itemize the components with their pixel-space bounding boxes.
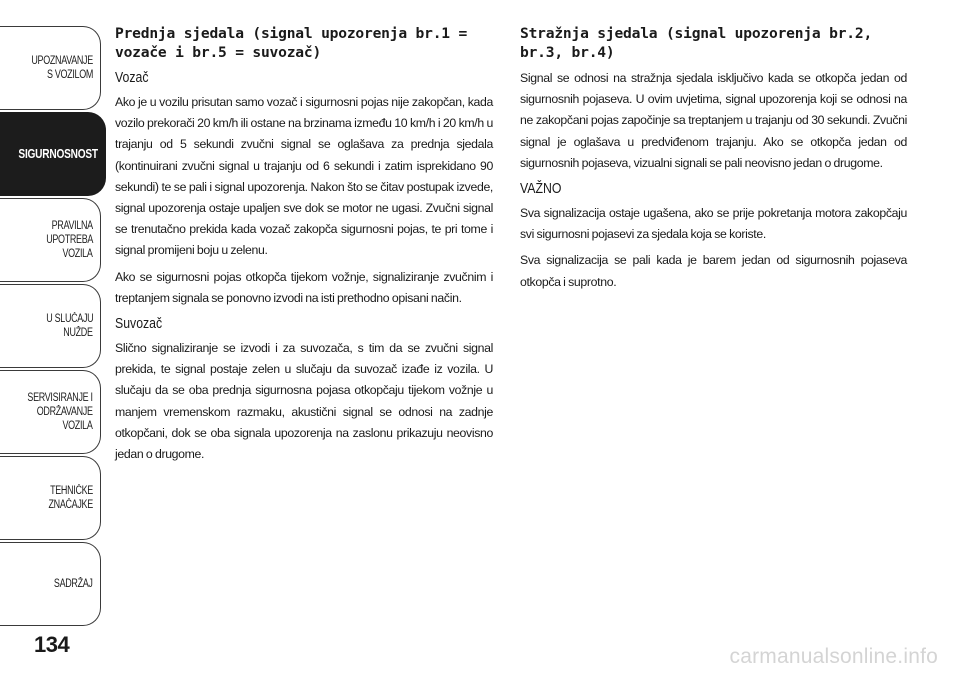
driver-subheading: Vozač	[115, 69, 149, 86]
important-subheading: VAŽNO	[520, 180, 562, 198]
tab-label-line: VOZILA	[62, 420, 93, 432]
passenger-paragraph: Slično signaliziranje se izvodi i za suvozača, s tim da se zvučni signal prekida, te signal postaje zelen u slučaju da suvozač izađe iz vozila. U slučaju da se oba prednja sigurnosna pojasa otkopčaju tijekom vožnje u manjem vremenskom razmaku, akustični signal se odnosi na zadnje otkopčani, dok se oba signala upozorenja na zaslonu prikazuju neovisno jedan o drugome.	[115, 341, 493, 462]
tab-label-line: PRAVILNA	[51, 220, 93, 232]
section-heading: Prednja sjedala (signal upozorenja br.1 = vozače i br.5 = suvozač)	[115, 25, 468, 61]
section-heading: Stražnja sjedala (signal upozorenja br.2, br.3, br.4)	[520, 25, 873, 61]
rear-paragraph-1: Signal se odnosi na stražnja sjedala isključivo kada se otkopča jedan od sigurnosnih pojaseva. U ovim uvjetima, signal upozorenja koji se odnosi na ne zakopčani pojas započinje sa treptanjem u trajanju od 30 sekundi. Zvučni signal je oglašava u predviđenom trajanju. Ako se otkopča jedan od sigurnosnih pojaseva, vizualni signali se pali neovisno jedan o drugome.	[520, 71, 907, 170]
watermark-text: carmanualsonline.info	[729, 645, 938, 668]
tab-upoznavanje-s-vozilom[interactable]	[0, 26, 101, 110]
rear-paragraph-3: Sva signalizacija se pali kada je barem jedan od sigurnosnih pojaseva otkopča i suprotno.	[520, 253, 907, 289]
tab-pravilna-upotreba-vozila[interactable]	[0, 198, 101, 282]
tab-tehnicke-znacajke[interactable]	[0, 456, 101, 540]
tab-label-line: S VOZILOM	[46, 69, 93, 81]
rear-seats-section	[520, 24, 907, 298]
tab-sigurnosnost[interactable]	[0, 112, 106, 196]
tab-servisiranje-i-odrzavanje-vozila[interactable]	[0, 370, 101, 454]
tab-sadrzaj[interactable]	[0, 542, 101, 626]
tab-label-line: UPOZNAVANJE	[31, 55, 93, 67]
tab-label-line: SIGURNOSNOST	[18, 146, 98, 161]
tab-label-line: ODRŽAVANJE	[37, 406, 93, 418]
page-number: 134	[34, 632, 70, 657]
front-seats-section	[115, 24, 493, 470]
rear-paragraph-2: Sva signalizacija ostaje ugašena, ako se prije pokretanja motora zakopčaju svi sigurnosni pojasevi za sjedala koja se koriste.	[520, 206, 907, 242]
passenger-subheading: Suvozač	[115, 315, 163, 333]
tab-label-line: NUŽDE	[63, 327, 93, 339]
driver-paragraph-1: Ako je u vozilu prisutan samo vozač i sigurnosni pojas nije zakopčan, kada vozilo prekorači 20 km/h ili ostane na brzinama između 10 km/h i 20 km/h u trajanju od 5 sekundi zvučni signal se oglašava za prednja sjedala (kontinuirani zvučni signal u trajanju od 6 sekundi i zatim isprekidano 90 sekundi) te se pali i signal upozorenja. Nakon što se čitav postupak izvede, signal upozorenja ostaje upaljen sve dok se motor ne ugasi. Zvučni signal se trenutačno prekida kada vozač zakopča sigurnosni pojas, te pri tome i signal promijeni boju u zelenu.	[115, 95, 493, 258]
tab-label-line: SERVISIRANJE I	[27, 392, 93, 404]
tab-label-line: U SLUČAJU	[45, 313, 93, 325]
driver-paragraph-2: Ako se sigurnosni pojas otkopča tijekom vožnje, signaliziranje zvučnim i treptanjem signala se ponovno izvodi na isti prethodno opisani način.	[115, 269, 493, 305]
tab-label-line: VOZILA	[62, 248, 93, 260]
tab-label-line: SADRŽAJ	[54, 578, 93, 590]
tab-label-line: UPOTREBA	[46, 234, 93, 246]
tab-u-slucaju-nuzde[interactable]	[0, 284, 101, 368]
tab-label-line: TEHNIČKE	[50, 485, 93, 497]
tab-label-line: ZNAČAJKE	[48, 499, 93, 511]
